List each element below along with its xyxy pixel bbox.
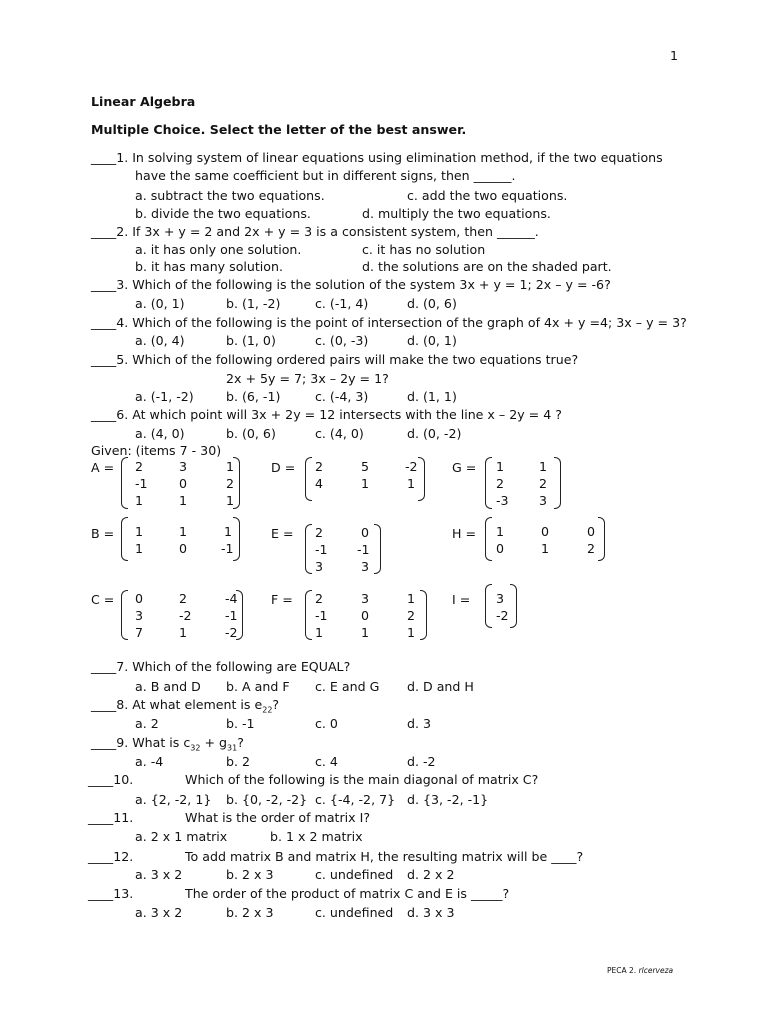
choice-c: c. (4, 0) xyxy=(315,426,364,441)
choice-a: a. (0, 1) xyxy=(135,296,185,311)
subscript: 32 xyxy=(190,743,201,753)
matrix-cell: 1 xyxy=(407,476,416,491)
choice-d: d. -2 xyxy=(407,754,436,769)
question-stem: ____8. At what element is $e_{22}$? xyxy=(91,697,280,715)
matrix-f-label: F = xyxy=(271,592,293,607)
matrix-cell: 1 xyxy=(361,625,370,640)
question-stem: ____2. If 3x + y = 2 and 2x + y = 3 is a consistent system, then ______. xyxy=(91,224,539,239)
matrix-cell: 2 xyxy=(315,525,324,540)
choice-d: d. 2 x 2 xyxy=(407,867,455,882)
choice-a: a. {2, -2, 1} xyxy=(135,792,212,807)
matrix-cell: 5 xyxy=(361,459,370,474)
matrix-d-label: D = xyxy=(271,460,296,475)
choice-a: a. (-1, -2) xyxy=(135,389,194,404)
question-stem: ____1. In solving system of linear equations using elimination method, if the two equations xyxy=(91,150,663,165)
matrix-cell: 2 xyxy=(407,608,416,623)
choice-c: c. E and G xyxy=(315,679,380,694)
matrix-cell: 0 xyxy=(361,525,370,540)
matrix-cell: 1 xyxy=(226,493,235,508)
matrix-cell: 0 xyxy=(541,524,550,539)
choice-c: c. (0, -3) xyxy=(315,333,369,348)
matrix-cell: 3 xyxy=(361,591,370,606)
matrix-cell: 1 xyxy=(315,625,324,640)
choice-b: b. (0, 6) xyxy=(226,426,276,441)
choice-b: b. 2 xyxy=(226,754,251,769)
equation-system: 2x + 5y = 7; 3x – 2y = 1? xyxy=(226,371,389,386)
question-stem: ____7. Which of the following are EQUAL? xyxy=(91,659,351,674)
matrix-cell: 3 xyxy=(361,559,370,574)
matrix-f xyxy=(305,590,427,640)
matrix-g xyxy=(485,457,561,509)
choice-d: d. 3 xyxy=(407,716,432,731)
matrix-b xyxy=(121,517,240,561)
choice-d: d. (0, 1) xyxy=(407,333,457,348)
choice-d: d. {3, -2, -1} xyxy=(407,792,489,807)
matrix-i xyxy=(485,584,517,628)
matrix-cell: 2 xyxy=(539,476,548,491)
matrix-cell: -4 xyxy=(225,591,238,606)
matrix-h xyxy=(485,517,605,561)
matrix-cell: -1 xyxy=(225,608,238,623)
matrix-a-label: A = xyxy=(91,460,115,475)
matrix-cell: 1 xyxy=(539,459,548,474)
footer xyxy=(607,966,673,975)
choice-c: c. undefined xyxy=(315,867,394,882)
choice-b: b. (1, -2) xyxy=(226,296,281,311)
matrix-i-label: I = xyxy=(452,592,471,607)
matrix-cell: 1 xyxy=(135,524,144,539)
matrix-cell: 1 xyxy=(226,459,235,474)
matrix-cell: 1 xyxy=(179,493,188,508)
matrix-cell: 1 xyxy=(224,524,233,539)
question-stem: Which of the following is the main diagonal of matrix C? xyxy=(185,772,539,787)
matrix-c-label: C = xyxy=(91,592,115,607)
matrix-d xyxy=(305,457,425,501)
matrix-cell: 2 xyxy=(496,476,505,491)
choice-a: a. -4 xyxy=(135,754,164,769)
matrix-cell: 3 xyxy=(179,459,188,474)
choice-b: b. {0, -2, -2} xyxy=(226,792,308,807)
choice-a: a. 2 xyxy=(135,716,159,731)
matrix-cell: 1 xyxy=(496,459,505,474)
matrix-cell: -1 xyxy=(357,542,370,557)
matrix-cell: 1 xyxy=(179,625,188,640)
matrix-cell: 2 xyxy=(135,459,144,474)
subscript: 22 xyxy=(262,705,273,715)
matrix-cell: 2 xyxy=(315,591,324,606)
choice-b: b. 2 x 3 xyxy=(226,867,274,882)
matrix-cell: 1 xyxy=(407,625,416,640)
choice-a: a. it has only one solution. xyxy=(135,242,302,257)
choice-c: c. undefined xyxy=(315,905,394,920)
choice-a: a. 3 x 2 xyxy=(135,905,183,920)
choice-c: c. (-1, 4) xyxy=(315,296,369,311)
matrix-cell: -1 xyxy=(315,542,328,557)
matrix-cell: 0 xyxy=(361,608,370,623)
matrix-cell: 2 xyxy=(226,476,235,491)
choice-c: c. 0 xyxy=(315,716,338,731)
question-number: ____10. xyxy=(88,772,134,787)
choice-b: b. divide the two equations. xyxy=(135,206,311,221)
matrix-b-label: B = xyxy=(91,526,115,541)
matrix-cell: 0 xyxy=(587,524,596,539)
matrix-cell: 1 xyxy=(135,541,144,556)
matrix-cell: 1 xyxy=(496,524,505,539)
matrix-cell: -3 xyxy=(496,493,509,508)
choice-a: a. B and D xyxy=(135,679,201,694)
question-stem: ____3. Which of the following is the solution of the system 3x + y = 1; 2x – y = -6? xyxy=(91,277,611,292)
matrix-h-label: H = xyxy=(452,526,477,541)
choice-b: b. 2 x 3 xyxy=(226,905,274,920)
question-stem: ____6. At which point will 3x + 2y = 12 intersects with the line x – 2y = 4 ? xyxy=(91,407,562,422)
matrix-cell: 0 xyxy=(496,541,505,556)
choice-a: a. 3 x 2 xyxy=(135,867,183,882)
choice-c: c. {-4, -2, 7} xyxy=(315,792,396,807)
matrix-g-label: G = xyxy=(452,460,477,475)
choice-c: c. it has no solution xyxy=(362,242,486,257)
question-stem-continued: have the same coefficient but in different signs, then ______. xyxy=(135,168,516,183)
matrix-cell: -2 xyxy=(179,608,192,623)
matrix-cell: -1 xyxy=(315,608,328,623)
instructions: Multiple Choice. Select the letter of the best answer. xyxy=(91,122,467,137)
choice-d: d. 3 x 3 xyxy=(407,905,455,920)
matrix-cell: 0 xyxy=(179,476,188,491)
matrix-c xyxy=(121,590,243,640)
subscript: 31 xyxy=(227,743,238,753)
question-stem: ____4. Which of the following is the point of intersection of the graph of 4x + y =4; 3x – y = 3? xyxy=(91,315,687,330)
matrix-cell: 1 xyxy=(179,524,188,539)
matrix-cell: 3 xyxy=(135,608,144,623)
choice-b: b. it has many solution. xyxy=(135,259,284,274)
matrix-cell: -1 xyxy=(221,541,234,556)
matrix-cell: 0 xyxy=(135,591,144,606)
choice-d: d. (1, 1) xyxy=(407,389,457,404)
footer-author: rlcerveza xyxy=(638,966,674,975)
question-stem: ____5. Which of the following ordered pairs will make the two equations true? xyxy=(91,352,579,367)
choice-a: a. subtract the two equations. xyxy=(135,188,325,203)
matrix-cell: 1 xyxy=(135,493,144,508)
choice-d: d. the solutions are on the shaded part. xyxy=(362,259,612,274)
question-stem: To add matrix B and matrix H, the resulting matrix will be ____? xyxy=(185,849,584,864)
question-stem: The order of the product of matrix C and E is _____? xyxy=(185,886,510,901)
choice-b: b. (1, 0) xyxy=(226,333,276,348)
matrix-cell: 2 xyxy=(587,541,596,556)
choice-b: b. A and F xyxy=(226,679,290,694)
matrix-cell: -2 xyxy=(496,608,509,623)
matrix-cell: -2 xyxy=(225,625,238,640)
choice-c: c. (-4, 3) xyxy=(315,389,369,404)
choice-d: d. multiply the two equations. xyxy=(362,206,551,221)
question-number: ____11. xyxy=(88,810,134,825)
matrix-cell: 0 xyxy=(179,541,188,556)
matrix-cell: 1 xyxy=(407,591,416,606)
matrix-cell: 3 xyxy=(539,493,548,508)
matrix-a xyxy=(121,457,240,509)
choice-a: a. (4, 0) xyxy=(135,426,185,441)
choice-a: a. (0, 4) xyxy=(135,333,185,348)
matrix-cell: 2 xyxy=(179,591,188,606)
choice-a: a. 2 x 1 matrix xyxy=(135,829,228,844)
choice-c: c. 4 xyxy=(315,754,338,769)
choice-c: c. add the two equations. xyxy=(407,188,568,203)
matrix-cell: 7 xyxy=(135,625,144,640)
choice-b: b. 1 x 2 matrix xyxy=(270,829,363,844)
matrix-cell: 1 xyxy=(541,541,550,556)
question-stem: ____9. What is $c_{32} + g_{31}$? xyxy=(91,735,244,753)
choice-d: d. (0, -2) xyxy=(407,426,462,441)
matrix-cell: 1 xyxy=(361,476,370,491)
page-number: 1 xyxy=(670,48,679,63)
matrix-cell: 2 xyxy=(315,459,324,474)
matrix-cell: -2 xyxy=(405,459,418,474)
choice-d: d. D and H xyxy=(407,679,474,694)
matrix-e xyxy=(305,524,381,574)
given-label: Given: (items 7 - 30) xyxy=(91,443,222,458)
matrix-cell: 4 xyxy=(315,476,324,491)
choice-b: b. -1 xyxy=(226,716,255,731)
choice-d: d. (0, 6) xyxy=(407,296,457,311)
matrix-cell: 3 xyxy=(315,559,324,574)
matrix-cell: -1 xyxy=(135,476,148,491)
question-number: ____12. xyxy=(88,849,134,864)
choice-b: b. (6, -1) xyxy=(226,389,281,404)
footer-course: PECA 2. xyxy=(607,966,637,975)
matrix-e-label: E = xyxy=(271,526,294,541)
matrix-cell: 3 xyxy=(496,591,505,606)
question-number: ____13. xyxy=(88,886,134,901)
document-title: Linear Algebra xyxy=(91,94,196,109)
question-stem: What is the order of matrix I? xyxy=(185,810,371,825)
